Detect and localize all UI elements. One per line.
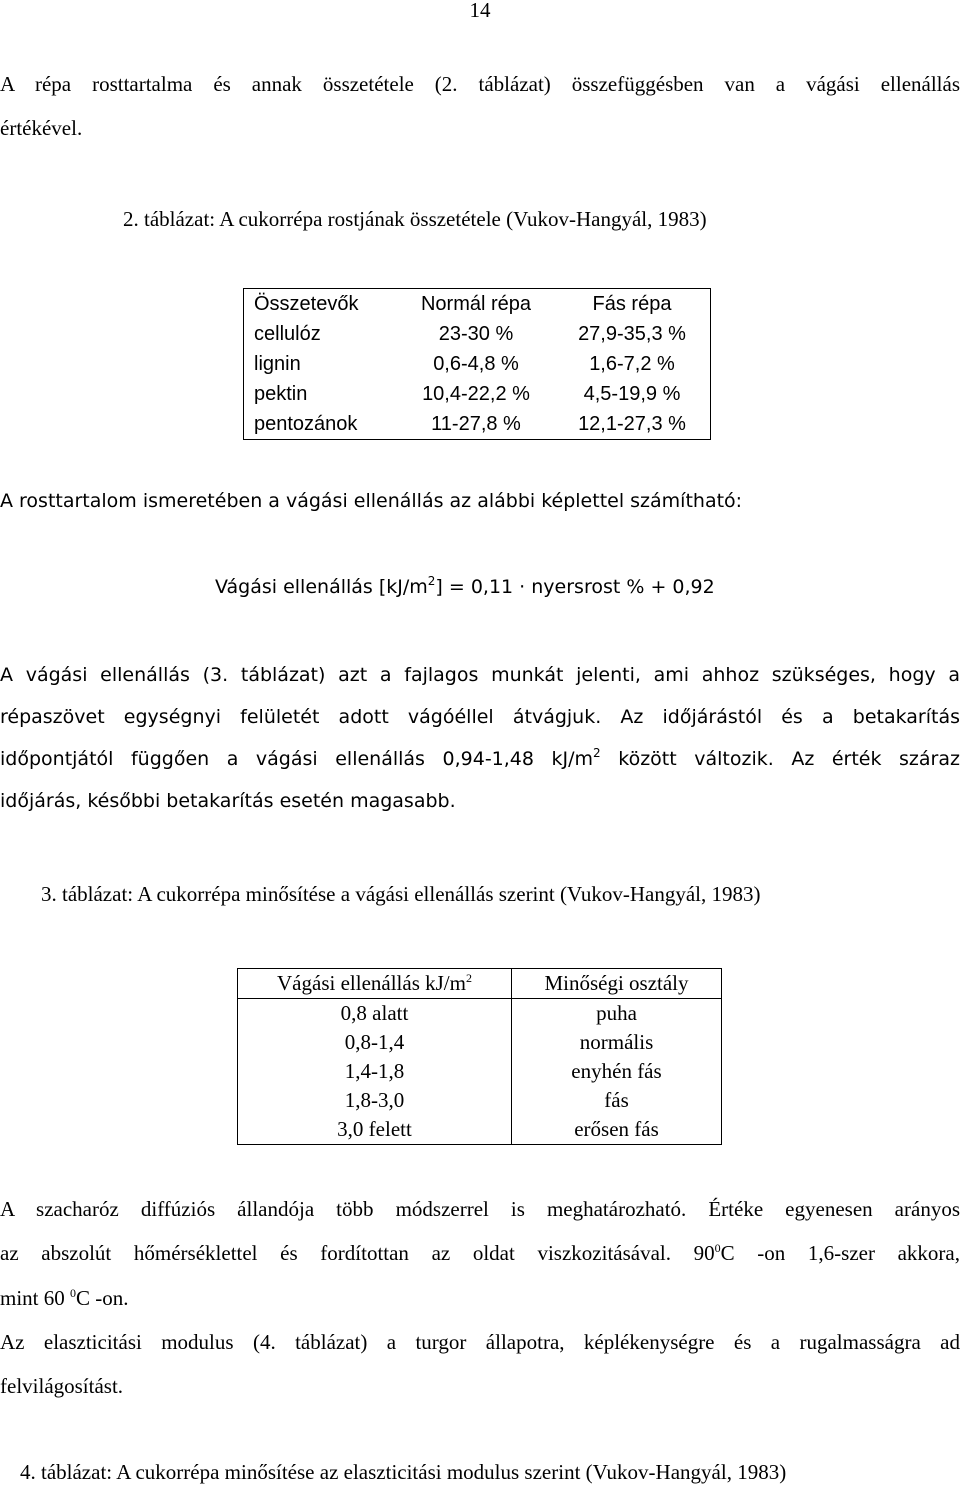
- table-cell: pentozánok: [254, 413, 358, 435]
- table-cell: pektin: [254, 383, 308, 405]
- formula-sup: 2: [427, 574, 436, 588]
- table-cell: 1,4-1,8: [238, 1057, 512, 1086]
- table-row: [238, 999, 722, 1029]
- para2-line-3: [0, 748, 960, 770]
- table-cell: 23-30 %: [438, 323, 514, 345]
- para2-line-3-a: időpontjától függően a vágási ellenállás 0,94-1,48 kJ/m: [0, 748, 594, 770]
- para3-line-2-sup: 0: [714, 1241, 721, 1255]
- formula-intro: A rosttartalom ismeretében a vágási ellenállás az alábbi képlettel számítható:: [0, 490, 743, 512]
- intro-line-1: A répa rosttartalma és annak összetétele (2. táblázat) összefüggésben van a vágási ellenállás: [0, 72, 960, 96]
- table-row: [244, 319, 711, 349]
- table-row: [238, 1086, 722, 1115]
- intro-line-2: értékével.: [0, 116, 83, 140]
- header-cell: Vágási ellenállás $kJ/m^2$: [238, 969, 512, 999]
- para3-line-3-a: mint 60: [0, 1286, 71, 1310]
- para2-line-2: répaszövet egységnyi felületét adott vágóéllel átvágjuk. Az időjárástól és a betakarítás: [0, 706, 960, 728]
- para3-line-3: [0, 1286, 960, 1311]
- table-cell: 0,8-1,4: [238, 1028, 512, 1057]
- table-row: [238, 1057, 722, 1086]
- para3-line-3-b: C -on.: [76, 1286, 129, 1310]
- header-cell: Minőségi osztály: [512, 969, 722, 999]
- para3-line-1: A szacharóz diffúziós állandója több módszerrel is meghatározható. Értéke egyenesen arányos: [0, 1197, 960, 1221]
- table3-caption: 3. táblázat: A cukorrépa minősítése a vágási ellenállás szerint (Vukov-Hangyál, 1983): [41, 882, 761, 906]
- table-cell: cellulóz: [254, 323, 321, 345]
- header-cell: Normál répa: [420, 293, 532, 315]
- formula: [215, 576, 715, 598]
- table-cell: 1,6-7,2 %: [589, 353, 675, 375]
- table-cell: normális: [512, 1028, 722, 1057]
- table-cell: 0,8 alatt: [238, 999, 512, 1029]
- para3-line-3-sup: 0: [70, 1286, 77, 1300]
- header-cell: Összetevők: [254, 293, 359, 315]
- para3-line-2: [0, 1241, 960, 1266]
- page-number: 14: [469, 0, 491, 22]
- table-cell: fás: [512, 1086, 722, 1115]
- table-cell: 12,1-27,3 %: [578, 413, 686, 435]
- formula-right: ] = 0,11 · nyersrost % + 0,92: [435, 576, 715, 598]
- table2-caption: 2. táblázat: A cukorrépa rostjának összetétele (Vukov-Hangyál, 1983): [123, 207, 707, 231]
- para3-line-2-a: az abszolút hőmérséklettel és fordítottan az oldat viszkozitásával. 90: [0, 1241, 715, 1265]
- para2-line-4: időjárás, későbbi betakarítás esetén magasabb.: [0, 790, 456, 812]
- para2-line-3-b: között változik. Az érték száraz: [600, 748, 960, 770]
- header-cell: Fás répa: [592, 293, 672, 315]
- table-cell: puha: [512, 999, 722, 1029]
- table-cell: 1,8-3,0: [238, 1086, 512, 1115]
- table-row: [238, 1115, 722, 1145]
- fiber-composition-table: [243, 288, 711, 440]
- table-row: [244, 409, 711, 440]
- table-cell: lignin: [254, 353, 301, 375]
- table-cell: enyhén fás: [512, 1057, 722, 1086]
- formula-left: Vágási ellenállás [kJ/m: [215, 576, 428, 598]
- table-cell: 0,6-4,8 %: [433, 353, 519, 375]
- table4-caption: 4. táblázat: A cukorrépa minősítése az elaszticitási modulus szerint (Vukov-Hangyál, 1983): [20, 1460, 787, 1484]
- table-cell: 4,5-19,9 %: [583, 383, 681, 405]
- table-row: [244, 349, 711, 379]
- table-row: [244, 379, 711, 409]
- table-cell: 11-27,8 %: [431, 413, 521, 435]
- para2-line-1: A vágási ellenállás (3. táblázat) azt a fajlagos munkát jelenti, ami ahhoz szükséges, hogy a: [0, 664, 960, 686]
- table-header-row: [238, 969, 722, 999]
- table-cell: 27,9-35,3 %: [578, 323, 686, 345]
- table-cell: 3,0 felett: [238, 1115, 512, 1145]
- table-row: [238, 1028, 722, 1057]
- para2-line-3-sup: 2: [593, 746, 601, 760]
- para3-line-2-b: C -on 1,6-szer akkora,: [720, 1241, 960, 1265]
- cutting-resistance-table: [237, 968, 722, 1145]
- table-cell: erősen fás: [512, 1115, 722, 1145]
- table-header-row: [244, 289, 711, 320]
- table-cell: 10,4-22,2 %: [422, 383, 530, 405]
- para4-line-1: Az elaszticitási modulus (4. táblázat) a turgor állapotra, képlékenységre és a rugalmasságra ad: [0, 1330, 960, 1354]
- para4-line-2: felvilágosítást.: [0, 1374, 124, 1398]
